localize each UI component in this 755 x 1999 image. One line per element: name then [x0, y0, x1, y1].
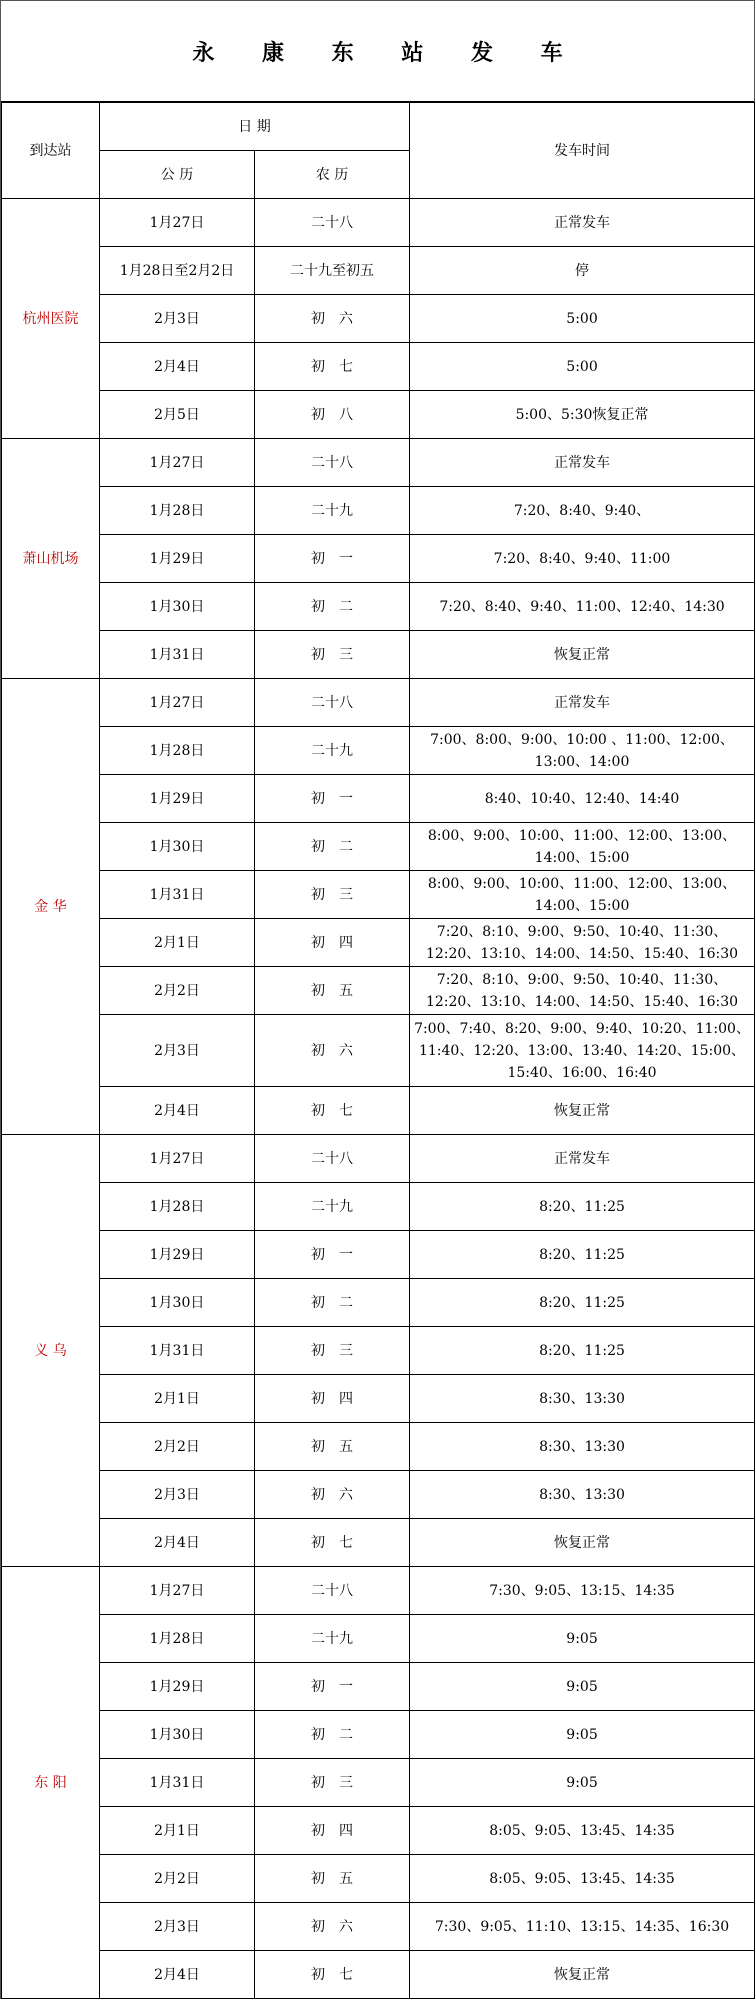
table-row: [2, 775, 755, 823]
lunar-date-cell: 初 三: [255, 631, 410, 679]
table-row: [2, 919, 755, 967]
lunar-date-cell: 初 二: [255, 1279, 410, 1327]
schedule-table: [1, 102, 755, 1999]
departure-time-cell: 5:00: [410, 343, 755, 391]
departure-time-cell: 8:30、13:30: [410, 1423, 755, 1471]
table-row: [2, 823, 755, 871]
table-row: [2, 1423, 755, 1471]
lunar-date-cell: 初 七: [255, 1519, 410, 1567]
departure-time-cell: 正常发车: [410, 199, 755, 247]
header-station: 到达站: [2, 103, 100, 199]
departure-time-cell: 9:05: [410, 1663, 755, 1711]
solar-date-cell: 2月3日: [100, 1903, 255, 1951]
table-row: [2, 1135, 755, 1183]
departure-time-cell: 正常发车: [410, 679, 755, 727]
table-row: [2, 1855, 755, 1903]
departure-time-cell: 7:20、8:40、9:40、11:00、12:40、14:30: [410, 583, 755, 631]
table-row: [2, 391, 755, 439]
solar-date-cell: 2月2日: [100, 1855, 255, 1903]
table-row: [2, 1087, 755, 1135]
solar-date-cell: 2月5日: [100, 391, 255, 439]
table-row: [2, 487, 755, 535]
station-cell: 义 乌: [2, 1135, 100, 1567]
departure-time-cell: 7:30、9:05、11:10、13:15、14:35、16:30: [410, 1903, 755, 1951]
lunar-date-cell: 初 七: [255, 343, 410, 391]
table-row: [2, 1807, 755, 1855]
departure-time-cell: 8:05、9:05、13:45、14:35: [410, 1855, 755, 1903]
departure-time-cell: 8:30、13:30: [410, 1375, 755, 1423]
table-row: [2, 1375, 755, 1423]
solar-date-cell: 1月30日: [100, 1279, 255, 1327]
lunar-date-cell: 初 四: [255, 1807, 410, 1855]
solar-date-cell: 1月31日: [100, 1327, 255, 1375]
lunar-date-cell: 初 五: [255, 1423, 410, 1471]
departure-time-cell: 8:30、13:30: [410, 1471, 755, 1519]
solar-date-cell: 1月29日: [100, 1663, 255, 1711]
table-row: [2, 1615, 755, 1663]
lunar-date-cell: 二十九: [255, 1615, 410, 1663]
table-row: [2, 967, 755, 1015]
departure-time-cell: 正常发车: [410, 1135, 755, 1183]
departure-time-cell: 正常发车: [410, 439, 755, 487]
solar-date-cell: 1月27日: [100, 1135, 255, 1183]
departure-time-cell: 7:20、8:40、9:40、: [410, 487, 755, 535]
departure-time-cell: 7:30、9:05、13:15、14:35: [410, 1567, 755, 1615]
departure-time-cell: 8:20、11:25: [410, 1183, 755, 1231]
table-row: [2, 1183, 755, 1231]
departure-time-cell: 9:05: [410, 1711, 755, 1759]
station-cell: 东 阳: [2, 1567, 100, 1999]
solar-date-cell: 1月30日: [100, 583, 255, 631]
table-row: [2, 1759, 755, 1807]
solar-date-cell: 1月31日: [100, 871, 255, 919]
lunar-date-cell: 初 六: [255, 1903, 410, 1951]
solar-date-cell: 1月28日: [100, 1615, 255, 1663]
solar-date-cell: 2月2日: [100, 1423, 255, 1471]
solar-date-cell: 1月28日至2月2日: [100, 247, 255, 295]
lunar-date-cell: 二十八: [255, 199, 410, 247]
departure-time-cell: 恢复正常: [410, 631, 755, 679]
table-row: [2, 199, 755, 247]
lunar-date-cell: 二十九: [255, 487, 410, 535]
departure-time-cell: 8:00、9:00、10:00、11:00、12:00、13:00、14:00、15:00: [410, 823, 755, 871]
solar-date-cell: 2月1日: [100, 1375, 255, 1423]
lunar-date-cell: 初 六: [255, 1015, 410, 1087]
lunar-date-cell: 初 三: [255, 1759, 410, 1807]
table-row: [2, 295, 755, 343]
solar-date-cell: 2月3日: [100, 295, 255, 343]
departure-time-cell: 7:20、8:10、9:00、9:50、10:40、11:30、12:20、13:10、14:00、14:50、15:40、16:30: [410, 919, 755, 967]
table-row: [2, 871, 755, 919]
lunar-date-cell: 初 三: [255, 871, 410, 919]
lunar-date-cell: 初 四: [255, 1375, 410, 1423]
solar-date-cell: 2月2日: [100, 967, 255, 1015]
solar-date-cell: 1月29日: [100, 535, 255, 583]
solar-date-cell: 1月31日: [100, 1759, 255, 1807]
header-solar: 公 历: [100, 151, 255, 199]
lunar-date-cell: 初 六: [255, 1471, 410, 1519]
solar-date-cell: 2月4日: [100, 1087, 255, 1135]
table-row: [2, 1903, 755, 1951]
lunar-date-cell: 二十八: [255, 1567, 410, 1615]
solar-date-cell: 2月1日: [100, 1807, 255, 1855]
table-row: [2, 1519, 755, 1567]
solar-date-cell: 2月4日: [100, 1951, 255, 1999]
table-row: [2, 1711, 755, 1759]
table-row: [2, 1567, 755, 1615]
header-date: 日 期: [100, 103, 410, 151]
table-row: [2, 535, 755, 583]
solar-date-cell: 1月27日: [100, 439, 255, 487]
solar-date-cell: 1月29日: [100, 775, 255, 823]
departure-time-cell: 8:20、11:25: [410, 1231, 755, 1279]
lunar-date-cell: 初 一: [255, 775, 410, 823]
lunar-date-cell: 初 一: [255, 535, 410, 583]
table-row: [2, 1015, 755, 1087]
lunar-date-cell: 初 三: [255, 1327, 410, 1375]
departure-time-cell: 恢复正常: [410, 1951, 755, 1999]
table-row: [2, 679, 755, 727]
table-row: [2, 1951, 755, 1999]
schedule-body: [2, 199, 755, 1999]
station-cell: 金 华: [2, 679, 100, 1135]
departure-time-cell: 8:20、11:25: [410, 1327, 755, 1375]
solar-date-cell: 1月31日: [100, 631, 255, 679]
departure-time-cell: 7:20、8:40、9:40、11:00: [410, 535, 755, 583]
departure-time-cell: 7:00、7:40、8:20、9:00、9:40、10:20、11:00、11:40、12:20、13:00、13:40、14:20、15:00、15:40、16:00、16:40: [410, 1015, 755, 1087]
departure-time-cell: 9:05: [410, 1759, 755, 1807]
table-row: [2, 1663, 755, 1711]
header-lunar: 农 历: [255, 151, 410, 199]
table-row: [2, 343, 755, 391]
solar-date-cell: 2月3日: [100, 1015, 255, 1087]
lunar-date-cell: 初 二: [255, 823, 410, 871]
departure-time-cell: 8:05、9:05、13:45、14:35: [410, 1807, 755, 1855]
solar-date-cell: 1月28日: [100, 1183, 255, 1231]
departure-time-cell: 9:05: [410, 1615, 755, 1663]
table-row: [2, 583, 755, 631]
solar-date-cell: 1月29日: [100, 1231, 255, 1279]
table-row: [2, 1279, 755, 1327]
departure-time-cell: 7:00、8:00、9:00、10:00 、11:00、12:00、13:00、14:00: [410, 727, 755, 775]
title-band: [1, 1, 754, 103]
departure-time-cell: 8:20、11:25: [410, 1279, 755, 1327]
solar-date-cell: 1月28日: [100, 727, 255, 775]
station-cell: 杭州医院: [2, 199, 100, 439]
solar-date-cell: 2月4日: [100, 1519, 255, 1567]
lunar-date-cell: 初 八: [255, 391, 410, 439]
departure-time-cell: 5:00、5:30恢复正常: [410, 391, 755, 439]
solar-date-cell: 2月1日: [100, 919, 255, 967]
lunar-date-cell: 初 七: [255, 1087, 410, 1135]
solar-date-cell: 1月27日: [100, 199, 255, 247]
lunar-date-cell: 初 四: [255, 919, 410, 967]
lunar-date-cell: 初 一: [255, 1231, 410, 1279]
solar-date-cell: 1月28日: [100, 487, 255, 535]
departure-time-cell: 恢复正常: [410, 1519, 755, 1567]
solar-date-cell: 1月27日: [100, 1567, 255, 1615]
lunar-date-cell: 二十九: [255, 727, 410, 775]
lunar-date-cell: 二十九至初五: [255, 247, 410, 295]
table-row: [2, 727, 755, 775]
departure-time-cell: 8:40、10:40、12:40、14:40: [410, 775, 755, 823]
lunar-date-cell: 初 五: [255, 1855, 410, 1903]
departure-time-cell: 8:00、9:00、10:00、11:00、12:00、13:00、14:00、15:00: [410, 871, 755, 919]
solar-date-cell: 2月3日: [100, 1471, 255, 1519]
lunar-date-cell: 初 五: [255, 967, 410, 1015]
solar-date-cell: 1月30日: [100, 823, 255, 871]
table-row: [2, 1327, 755, 1375]
lunar-date-cell: 初 一: [255, 1663, 410, 1711]
header-time: 发车时间: [410, 103, 755, 199]
table-row: [2, 439, 755, 487]
page-title: 永 康 东 站 发 车: [192, 39, 583, 66]
lunar-date-cell: 初 七: [255, 1951, 410, 1999]
lunar-date-cell: 初 二: [255, 1711, 410, 1759]
lunar-date-cell: 二十八: [255, 679, 410, 727]
solar-date-cell: 1月30日: [100, 1711, 255, 1759]
lunar-date-cell: 二十九: [255, 1183, 410, 1231]
station-cell: 萧山机场: [2, 439, 100, 679]
table-row: [2, 631, 755, 679]
lunar-date-cell: 初 二: [255, 583, 410, 631]
departure-time-cell: 5:00: [410, 295, 755, 343]
lunar-date-cell: 二十八: [255, 439, 410, 487]
lunar-date-cell: 二十八: [255, 1135, 410, 1183]
table-row: [2, 1471, 755, 1519]
lunar-date-cell: 初 六: [255, 295, 410, 343]
solar-date-cell: 1月27日: [100, 679, 255, 727]
departure-time-cell: 7:20、8:10、9:00、9:50、10:40、11:30、12:20、13:10、14:00、14:50、15:40、16:30: [410, 967, 755, 1015]
departure-time-cell: 停: [410, 247, 755, 295]
solar-date-cell: 2月4日: [100, 343, 255, 391]
table-row: [2, 1231, 755, 1279]
departure-time-cell: 恢复正常: [410, 1087, 755, 1135]
table-row: [2, 247, 755, 295]
